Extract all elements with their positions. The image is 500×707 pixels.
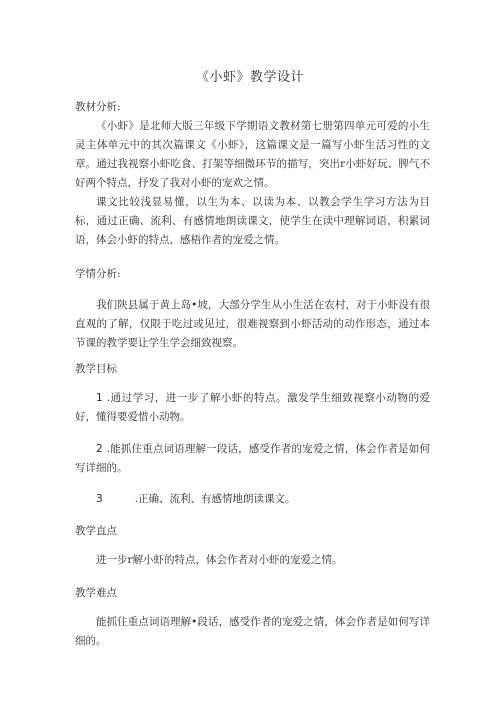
objective-number: 2 — [96, 443, 103, 455]
material-analysis-paragraph-1: 《小虾》是北师大版三年级下学期语文教材第七册第四单元可爱的小生灵主体单元中的其次篇课文《小虾》，这篇课文是一篇写小虾生活习性的文章。通过我视察小虾吃食、打架等细微环节的描写，突出r小虾好玩、脾气不好两个特点，抒发了我对小虾的宠欢之情。 — [75, 120, 430, 189]
objective-text: .能抓住重点词语理解一段话，感受作者的宠爱之情，体会作者是如何写详细的。 — [75, 443, 430, 474]
key-points-paragraph: 进一步r解小虾的特点，体会作者对小虾的宠爱之情。 — [96, 554, 343, 566]
objective-number: 1 — [96, 392, 103, 404]
student-analysis-paragraph: 我们陕县属于黄上岛•坡，大部分学生从小生活在农村，对于小虾没有很直观的了解，仅限于吃过或见过，很难视察到小虾活动的动作形态，通过本节课的教学要让学生学会细致视察。 — [75, 299, 430, 349]
objective-number: 3 — [96, 493, 103, 505]
objective-item-2 — [75, 440, 430, 478]
document-title: 《小虾》教学设计 — [195, 70, 304, 85]
key-points-heading: 教学直点 — [75, 525, 117, 537]
difficulties-heading: 教学难点 — [75, 587, 117, 599]
objective-item-3 — [75, 490, 430, 509]
objective-text: .通过学习，进一步了解小虾的特点。激发学生细致视察小动物的爱好，懂得要爱惜小动物。 — [75, 392, 430, 423]
student-analysis-heading: 学情分析: — [75, 268, 121, 280]
difficulties-paragraph: 能抓住重点词语理解•段话，感受作者的宠爱之情，体会作者是如何写详细的。 — [75, 616, 430, 647]
objective-item-1 — [75, 389, 430, 427]
material-analysis-heading: 教材分析: — [75, 101, 121, 113]
objective-text: .正确、流利、有感情地朗读课文。 — [134, 493, 296, 505]
material-analysis-paragraph-2: 课文比较浅显易懂，以生为本、以读为本、以教会学生学习方法为目标，通过正确、流利、有感情地朗读课文，使学生在读中理解词语，积累词语，体会小虾的特点，感梧作者的宠爱之情。 — [75, 196, 430, 246]
objectives-heading: 教学目标 — [75, 363, 117, 375]
